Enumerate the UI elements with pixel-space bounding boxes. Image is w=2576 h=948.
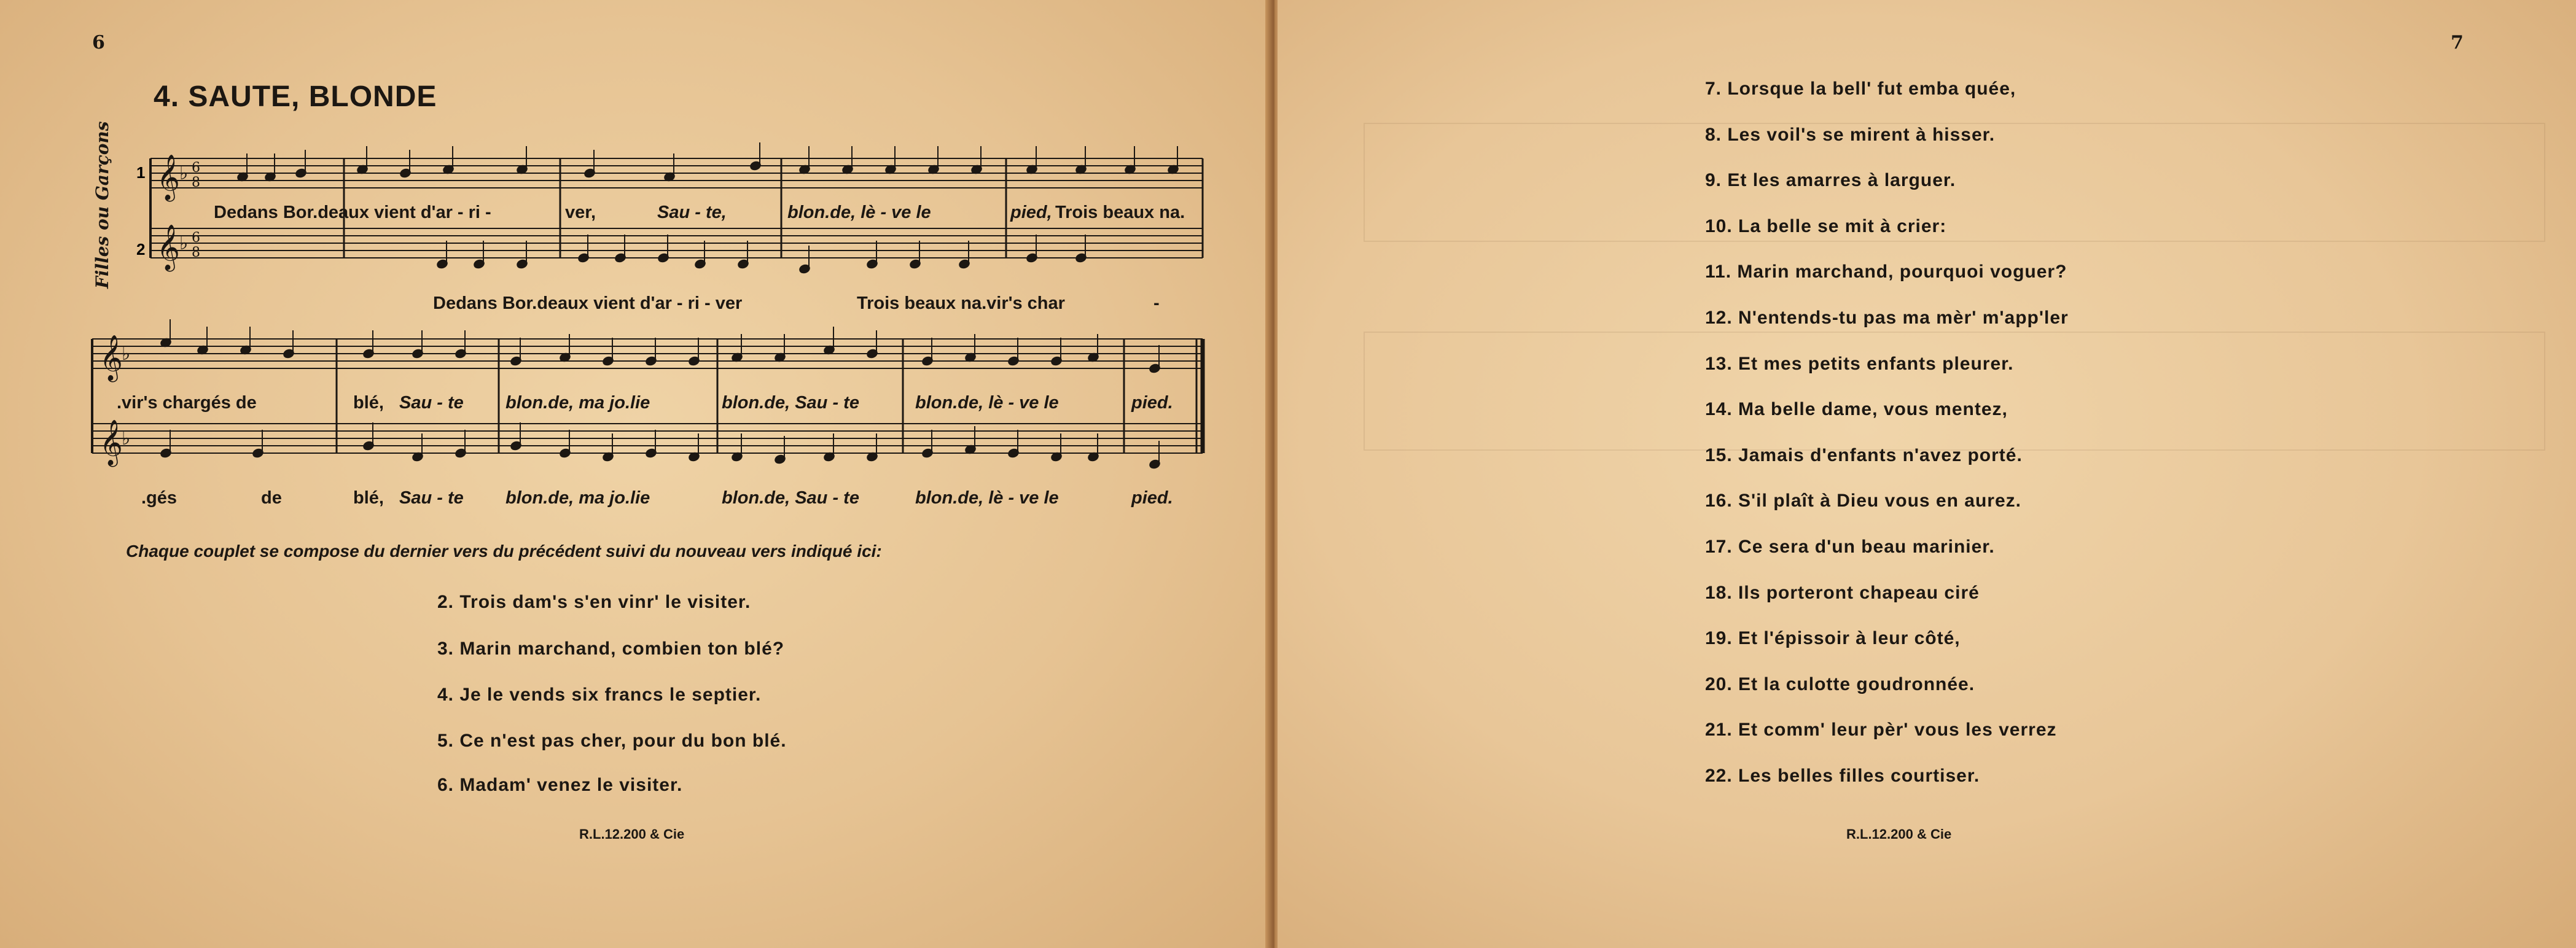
verse-line: 17. Ce sera d'un beau marinier. (1705, 537, 1995, 557)
lyric-syllables: blon.de, ma jo.lie (505, 488, 650, 508)
verse-line: 15. Jamais d'enfants n'avez porté. (1705, 445, 2023, 465)
lyric-syllables: pied. (1131, 393, 1173, 413)
verse-line: 10. La belle se mit à crier: (1705, 216, 1947, 236)
lyric-syllables: Dedans Bor.deaux vient d'ar - ri - (214, 203, 491, 222)
show-through-staff (1364, 332, 2545, 451)
lyric-syllables: pied. (1131, 488, 1173, 508)
lyric-syllables: Sau - te, (657, 203, 727, 222)
verse-line: 21. Et comm' leur pèr' vous les verrez (1705, 720, 2057, 740)
svg-text:♭: ♭ (179, 233, 189, 254)
lyric-syllables: Dedans Bor.deaux vient d'ar - ri - ver (433, 293, 743, 313)
svg-text:♭: ♭ (122, 343, 131, 365)
svg-text:6: 6 (192, 160, 200, 176)
verse-6: 6. Madam' venez le visiter. (437, 775, 683, 795)
verse-4: 4. Je le vends six francs le septier. (437, 685, 762, 705)
left-page (0, 0, 1270, 948)
lyric-syllables: ver, (565, 203, 596, 222)
staff-number-1: 1 (136, 163, 146, 182)
svg-text:8: 8 (192, 175, 200, 190)
music-score (0, 0, 1270, 540)
verse-line: 20. Et la culotte goudronnée. (1705, 674, 1975, 694)
lyric-syllables: blon.de, ma jo.lie (505, 393, 650, 413)
right-page (1278, 0, 2576, 948)
verse-line: 11. Marin marchand, pourquoi voguer? (1705, 262, 2067, 282)
verse-line: 7. Lorsque la bell' fut emba quée, (1705, 79, 2016, 99)
lyric-syllables: - (1153, 293, 1160, 313)
lyric-syllables: blon.de, Sau - te (722, 488, 859, 508)
verse-line: 16. S'il plaît à Dieu vous en aurez. (1705, 491, 2021, 511)
verse-line: 18. Ils porteront chapeau ciré (1705, 582, 1980, 603)
lyric-syllables: blé, (353, 393, 384, 413)
svg-text:𝄞: 𝄞 (100, 420, 123, 465)
voice-label: Filles ou Garçons (92, 121, 112, 289)
svg-text:𝄞: 𝄞 (157, 225, 180, 270)
page-number: 6 (92, 32, 105, 53)
verse-5: 5. Ce n'est pas cher, pour du bon blé. (437, 731, 787, 751)
svg-text:6: 6 (192, 230, 200, 246)
svg-text:𝄞: 𝄞 (100, 335, 123, 381)
lyric-syllables: Trois beaux na.vir's char (857, 293, 1065, 313)
lyric-syllables: .gés (141, 488, 178, 508)
verse-2: 2. Trois dam's s'en vinr' le visiter. (437, 592, 751, 612)
lyric-syllables: Sau - te (399, 393, 464, 413)
verse-line: 9. Et les amarres à larguer. (1705, 170, 1956, 191)
lyric-syllables: blé, (353, 488, 384, 508)
verse-line: 8. Les voil's se mirent à hisser. (1705, 124, 1996, 145)
verse-line: 22. Les belles filles courtiser. (1705, 766, 1980, 786)
publisher-reference: R.L.12.200 & Cie (579, 826, 685, 842)
verse-line: 19. Et l'épissoir à leur côté, (1705, 628, 1961, 649)
svg-text:♭: ♭ (179, 163, 189, 184)
svg-text:𝄞: 𝄞 (157, 155, 180, 200)
verse-line: 13. Et mes petits enfants pleurer. (1705, 353, 2014, 374)
lyric-syllables: blon.de, lè - ve le (787, 203, 931, 222)
page-number: 7 (2451, 32, 2464, 53)
lyric-syllables: Sau - te (399, 488, 464, 508)
lyric-syllables: de (261, 488, 282, 508)
lyric-syllables: pied, (1010, 203, 1052, 222)
instruction-text: Chaque couplet se compose du dernier vers du précédent suivi du nouveau vers indiqué ici: (126, 542, 882, 561)
verse-line: 14. Ma belle dame, vous mentez, (1705, 399, 2008, 420)
lyric-syllables: Trois beaux na. (1055, 203, 1185, 222)
svg-text:♭: ♭ (122, 428, 131, 449)
song-title: 4. SAUTE, BLONDE (154, 80, 437, 113)
lyric-syllables: .vir's chargés de (117, 393, 257, 413)
staff-number-2: 2 (136, 240, 146, 258)
verse-3: 3. Marin marchand, combien ton blé? (437, 639, 785, 659)
publisher-reference: R.L.12.200 & Cie (1846, 826, 1952, 842)
lyric-syllables: blon.de, lè - ve le (915, 488, 1059, 508)
svg-text:8: 8 (192, 245, 200, 260)
lyric-syllables: blon.de, lè - ve le (915, 393, 1059, 413)
verse-line: 12. N'entends-tu pas ma mèr' m'app'ler (1705, 308, 2069, 328)
lyric-syllables: blon.de, Sau - te (722, 393, 859, 413)
